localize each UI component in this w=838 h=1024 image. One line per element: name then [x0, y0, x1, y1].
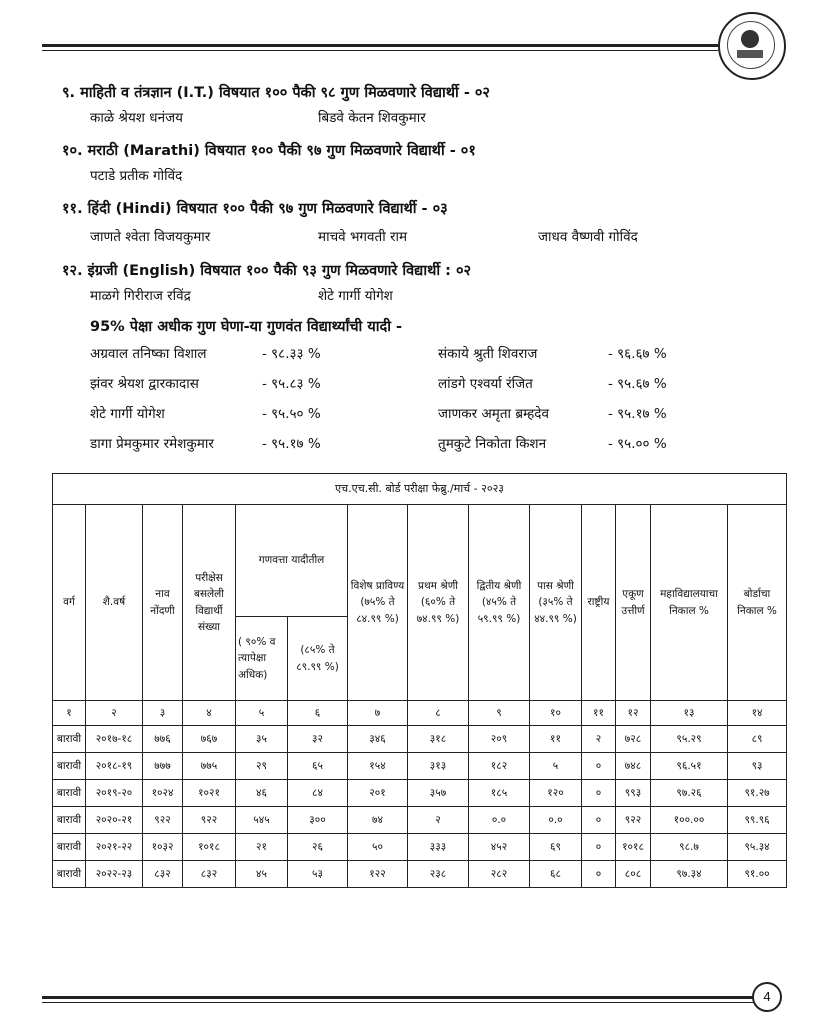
table-cell: ८९: [728, 726, 787, 753]
table-cell: १०२१: [183, 780, 236, 807]
table-cell: ५३: [288, 861, 348, 888]
merit-name: झंवर श्रेयश द्वारकादास: [90, 376, 199, 392]
table-cell: २६: [288, 834, 348, 861]
student-name: पटाडे प्रतीक गोविंद: [90, 168, 183, 184]
student-name: शेटे गार्गी योगेश: [318, 288, 393, 304]
merit-name: शेटे गार्गी योगेश: [90, 406, 165, 422]
column-number: ८: [408, 701, 469, 726]
header-national: राष्ट्रीय: [582, 505, 616, 701]
table-cell: ९२२: [183, 807, 236, 834]
table-cell: ८३२: [183, 861, 236, 888]
student-name: काळे श्रेयश धनंजय: [90, 110, 183, 126]
table-cell: ७७७: [143, 753, 183, 780]
table-cell: ९५.२९: [651, 726, 728, 753]
header-board-result: बोर्डाचा निकाल %: [728, 505, 787, 701]
table-cell: १२०: [530, 780, 582, 807]
table-cell: ७२८: [616, 726, 651, 753]
table-cell: ७४: [348, 807, 408, 834]
table-cell: २०१७-१८: [86, 726, 143, 753]
merit-name: जाणकर अमृता ब्रम्हदेव: [438, 406, 549, 422]
table-cell: १८५: [469, 780, 530, 807]
table-cell: ६५: [288, 753, 348, 780]
header-pass: पास श्रेणी (३५% ते ४४.९९ %): [530, 505, 582, 701]
table-cell: २०१९-२०: [86, 780, 143, 807]
column-number: ७: [348, 701, 408, 726]
table-cell: ७७५: [183, 753, 236, 780]
header-second: द्वितीय श्रेणी (४५% ते ५९.९९ %): [469, 505, 530, 701]
table-cell: १०२४: [143, 780, 183, 807]
table-cell: २८२: [469, 861, 530, 888]
table-cell: ८४: [288, 780, 348, 807]
table-cell: २३८: [408, 861, 469, 888]
table-row: [53, 780, 787, 807]
merit-list-title: 95% पेक्षा अधीक गुण घेणा-या गुणवंत विद्यार्थ्यांची यादी -: [90, 319, 403, 335]
table-cell: १०१८: [183, 834, 236, 861]
column-number: ५: [236, 701, 288, 726]
column-number-row: [53, 701, 787, 726]
table-cell: २०१८-१९: [86, 753, 143, 780]
header-registered: नाव नोंदणी: [143, 505, 183, 701]
header-appeared: परीक्षेस बसलेली विद्यार्थी संख्या: [183, 505, 236, 701]
table-cell: ०.०: [530, 807, 582, 834]
table-cell: ९७.३४: [651, 861, 728, 888]
column-number: १२: [616, 701, 651, 726]
table-cell: बारावी: [53, 753, 86, 780]
merit-score: - ९५.८३ %: [262, 376, 321, 392]
student-name: माचवे भगवती राम: [318, 229, 408, 245]
table-cell: ८०८: [616, 861, 651, 888]
column-number: ४: [183, 701, 236, 726]
table-cell: २०२०-२१: [86, 807, 143, 834]
table-cell: ९१.२७: [728, 780, 787, 807]
table-cell: ०: [582, 753, 616, 780]
table-cell: २०२२-२३: [86, 861, 143, 888]
table-cell: ०.०: [469, 807, 530, 834]
table-cell: ३१८: [408, 726, 469, 753]
column-number: १०: [530, 701, 582, 726]
table-cell: ९७.२६: [651, 780, 728, 807]
merit-score: - ९५.६७ %: [608, 376, 667, 392]
merit-name: संकाये श्रुती शिवराज: [438, 346, 538, 362]
table-cell: २: [408, 807, 469, 834]
table-cell: २९: [236, 753, 288, 780]
table-cell: ५४५: [236, 807, 288, 834]
column-number: ६: [288, 701, 348, 726]
merit-name: तुमकुटे निकोता किशन: [438, 436, 547, 452]
table-cell: ३२: [288, 726, 348, 753]
merit-name: डागा प्रेमकुमार रमेशकुमार: [90, 436, 214, 452]
merit-score: - ९५.५० %: [262, 406, 321, 422]
table-cell: ९३: [728, 753, 787, 780]
section-title: ११. हिंदी (Hindi) विषयात १०० पैकी ९७ गुण मिळवणारे विद्यार्थी - ०३: [62, 201, 448, 217]
student-name: बिडवे केतन शिवकुमार: [318, 110, 426, 126]
header-year: शै.वर्ष: [86, 505, 143, 701]
column-number: १: [53, 701, 86, 726]
table-cell: ३००: [288, 807, 348, 834]
school-logo-emblem: [718, 12, 786, 80]
table-cell: ८३२: [143, 861, 183, 888]
table-cell: २१: [236, 834, 288, 861]
column-number: १४: [728, 701, 787, 726]
table-cell: ९९३: [616, 780, 651, 807]
bottom-rule-thin: [42, 1002, 754, 1003]
table-cell: बारावी: [53, 780, 86, 807]
merit-score: - ९५.०० %: [608, 436, 667, 452]
merit-score: - ९५.१७ %: [608, 406, 667, 422]
table-cell: ३१३: [408, 753, 469, 780]
table-row: [53, 807, 787, 834]
table-cell: ५०: [348, 834, 408, 861]
header-varg: वर्ग: [53, 505, 86, 701]
table-cell: १२२: [348, 861, 408, 888]
table-row: [53, 726, 787, 753]
bottom-rule: [42, 996, 754, 999]
board-results-table: [52, 473, 787, 888]
table-cell: ०: [582, 834, 616, 861]
top-rule: [42, 44, 718, 47]
merit-score: - ९६.६७ %: [608, 346, 667, 362]
table-cell: १५४: [348, 753, 408, 780]
table-cell: बारावी: [53, 726, 86, 753]
table-cell: ९२२: [616, 807, 651, 834]
column-number: २: [86, 701, 143, 726]
table-cell: ०: [582, 861, 616, 888]
merit-score: - ९८.३३ %: [262, 346, 321, 362]
table-cell: बारावी: [53, 861, 86, 888]
table-row: [53, 834, 787, 861]
header-total-passed: एकूण उत्तीर्ण: [616, 505, 651, 701]
merit-name: लांडगे एश्वर्या रंजित: [438, 376, 533, 392]
table-cell: ४५२: [469, 834, 530, 861]
table-row: [53, 861, 787, 888]
merit-name: अग्रवाल तनिष्का विशाल: [90, 346, 207, 362]
merit-score: - ९५.१७ %: [262, 436, 321, 452]
column-number: ९: [469, 701, 530, 726]
column-number: ३: [143, 701, 183, 726]
table-cell: ६९: [530, 834, 582, 861]
table-cell: १०१८: [616, 834, 651, 861]
table-cell: ६८: [530, 861, 582, 888]
table-cell: बारावी: [53, 834, 86, 861]
table-cell: ९२२: [143, 807, 183, 834]
column-number: १३: [651, 701, 728, 726]
section-title: ९. माहिती व तंत्रज्ञान (I.T.) विषयात १०० पैकी ९८ गुण मिळवणारे विद्यार्थी - ०२: [62, 85, 490, 101]
header-distinction: विशेष प्राविण्य (७५% ते ८४.९९ %): [348, 505, 408, 701]
table-cell: ७६७: [183, 726, 236, 753]
student-name: जाधव वैष्णवी गोविंद: [538, 229, 638, 245]
table-cell: ३३३: [408, 834, 469, 861]
student-name: जाणते श्वेता विजयकुमार: [90, 229, 211, 245]
table-cell: २०१: [348, 780, 408, 807]
section-title: १२. इंग्रजी (English) विषयात १०० पैकी ९३ गुण मिळवणारे विद्यार्थी : ०२: [62, 263, 472, 279]
header-merit-90: ( ९०% व त्यापेक्षा अधिक): [236, 617, 288, 701]
table-cell: ३५७: [408, 780, 469, 807]
table-cell: १००.००: [651, 807, 728, 834]
table-cell: २: [582, 726, 616, 753]
table-caption: एच.एच.सी. बोर्ड परीक्षा फेब्रु./मार्च - २०२३: [53, 474, 787, 505]
column-number: ११: [582, 701, 616, 726]
table-cell: ९८.७: [651, 834, 728, 861]
table-cell: ९५.३४: [728, 834, 787, 861]
table-cell: ११: [530, 726, 582, 753]
header-merit: गणवत्ता यादीतील: [236, 505, 348, 617]
table-cell: ४५: [236, 861, 288, 888]
table-cell: ७४८: [616, 753, 651, 780]
table-cell: ९६.५१: [651, 753, 728, 780]
table-cell: २०९: [469, 726, 530, 753]
table-cell: ०: [582, 780, 616, 807]
table-cell: ९९.९६: [728, 807, 787, 834]
header-college-result: महाविद्यालयाचा निकाल %: [651, 505, 728, 701]
table-cell: ५: [530, 753, 582, 780]
header-merit-85: (८५% ते ८९.९९ %): [288, 617, 348, 701]
table-cell: ३५: [236, 726, 288, 753]
table-cell: २०२१-२२: [86, 834, 143, 861]
student-name: माळगे गिरीराज रविंद्र: [90, 288, 191, 304]
header-first: प्रथम श्रेणी (६०% ते ७४.९९ %): [408, 505, 469, 701]
table-row: [53, 753, 787, 780]
table-cell: ७७६: [143, 726, 183, 753]
table-cell: ९१.००: [728, 861, 787, 888]
page-number: 4: [752, 982, 782, 1012]
table-cell: ४६: [236, 780, 288, 807]
table-cell: बारावी: [53, 807, 86, 834]
table-cell: १८२: [469, 753, 530, 780]
table-cell: ०: [582, 807, 616, 834]
table-cell: १०३२: [143, 834, 183, 861]
section-title: १०. मराठी (Marathi) विषयात १०० पैकी ९७ गुण मिळवणारे विद्यार्थी - ०१: [62, 143, 476, 159]
top-rule-thin: [42, 50, 718, 51]
table-cell: ३४६: [348, 726, 408, 753]
